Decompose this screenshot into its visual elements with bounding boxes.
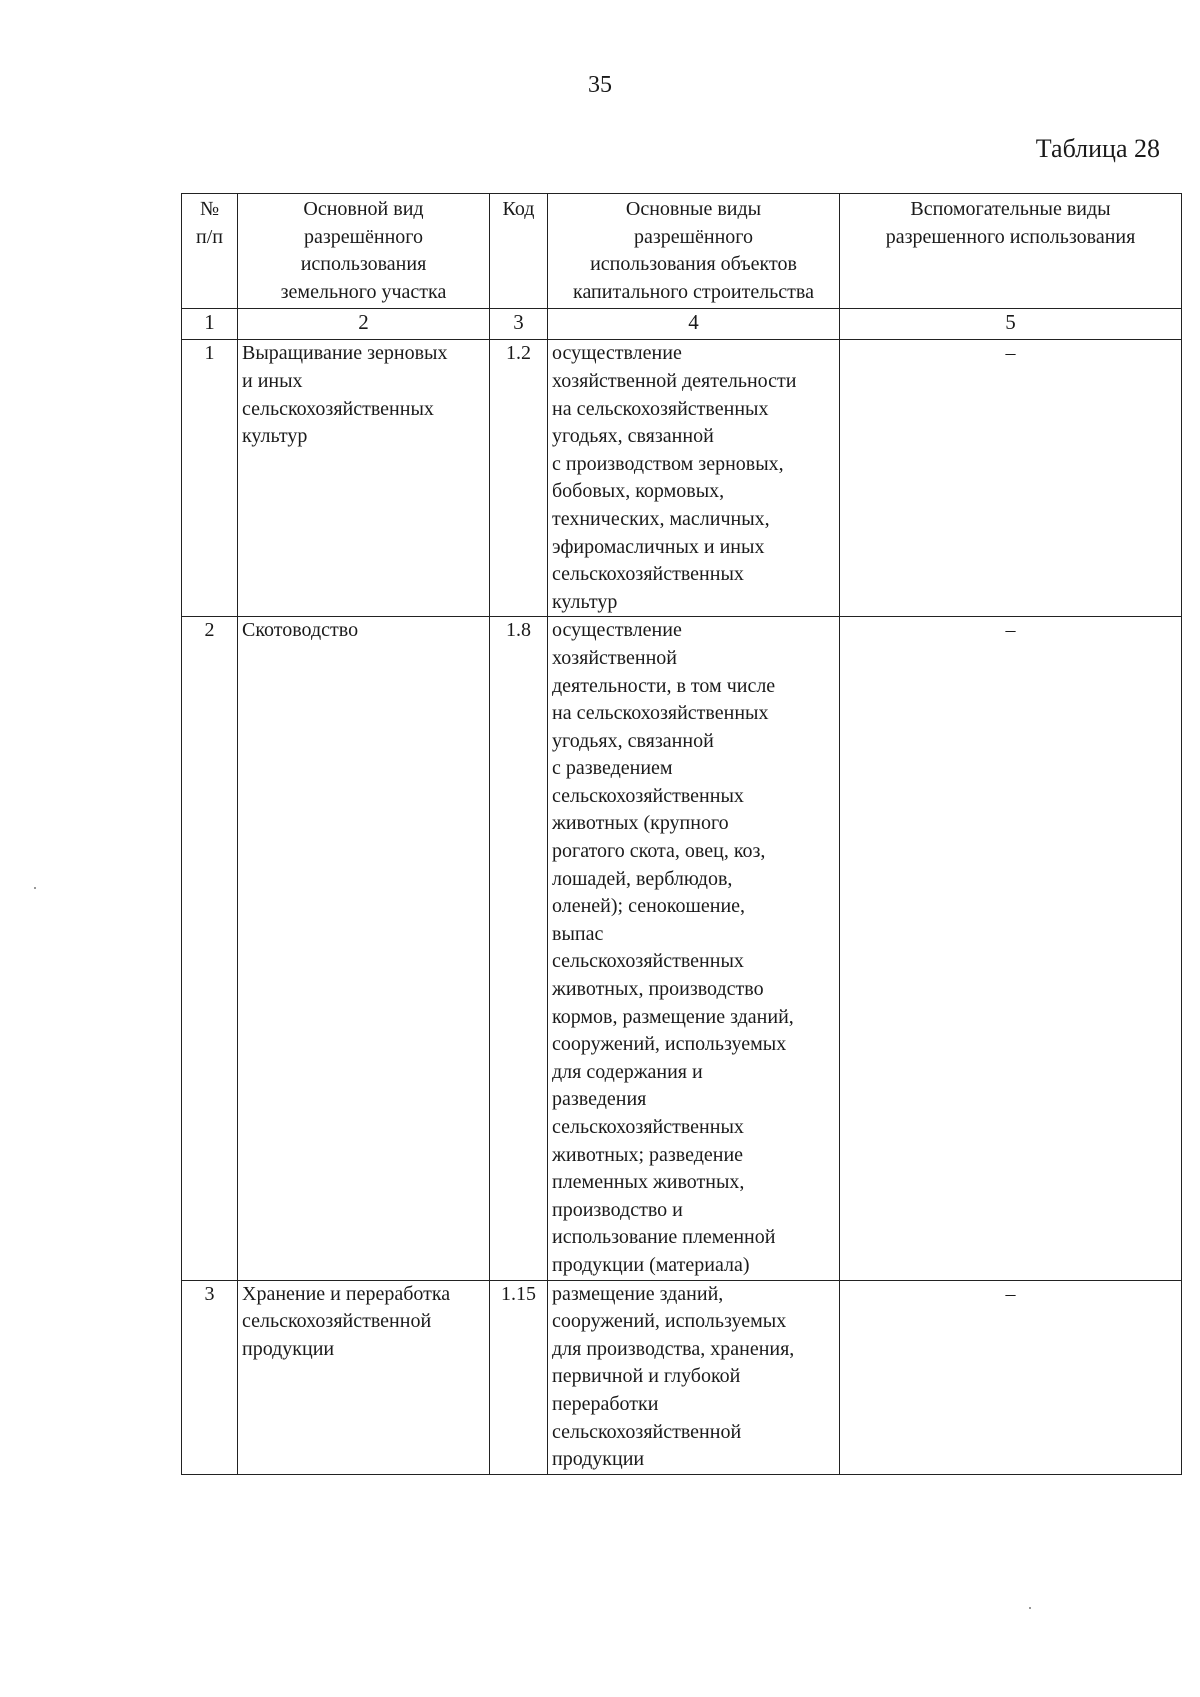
scan-speck [34, 887, 36, 889]
text-line: использование племенной [552, 1226, 776, 1249]
text-line: культур [552, 590, 618, 613]
text-line: лошадей, верблюдов, [552, 867, 733, 890]
text-line: сельскохозяйственной [552, 1420, 742, 1443]
column-number: 1 [182, 309, 238, 340]
text-line: Основные виды [625, 198, 762, 220]
text-line: разрешённого [303, 225, 424, 248]
text-line: разведения [552, 1088, 647, 1111]
text-line: Основной вид [303, 198, 424, 220]
text-line: Код [502, 198, 535, 220]
table-caption: Таблица 28 [1035, 134, 1160, 163]
row-number: 3 [182, 1280, 238, 1474]
text-line: угодьях, связанной [552, 425, 714, 448]
text-line: Вспомогательные виды [910, 198, 1111, 220]
text-line: сельскохозяйственных [242, 397, 434, 420]
main-land-use [238, 1280, 490, 1474]
text-line: сельскохозяйственных [552, 950, 744, 973]
text-line: животных, производство [552, 978, 764, 1001]
header-code [490, 194, 548, 309]
text-line: Скотоводство [242, 619, 359, 642]
text-line: земельного участка [280, 280, 447, 303]
capital-construction-uses [548, 340, 840, 617]
text-line: эфиромасличных и иных [552, 535, 765, 558]
text-line: сельскохозяйственной [242, 1310, 432, 1333]
capital-construction-uses [548, 617, 840, 1280]
text-line: сооружений, используемых [552, 1033, 787, 1056]
column-number: 4 [548, 309, 840, 340]
use-code: 1.8 [490, 617, 548, 1280]
text-line: хозяйственной деятельности [552, 369, 797, 392]
column-number: 3 [490, 309, 548, 340]
table-header-row [182, 194, 1182, 309]
text-line: животных (крупного [552, 812, 729, 835]
table-row [182, 617, 1182, 1280]
text-line: Хранение и переработка [242, 1282, 451, 1305]
auxiliary-uses: – [840, 340, 1182, 617]
use-code: 1.2 [490, 340, 548, 617]
text-line: рогатого скота, овец, коз, [552, 840, 766, 863]
row-number: 1 [182, 340, 238, 617]
text-line: сельскохозяйственных [552, 784, 744, 807]
text-line: № [199, 198, 220, 220]
page-number: 35 [588, 72, 612, 98]
table-row [182, 340, 1182, 617]
text-line: на сельскохозяйственных [552, 397, 769, 420]
header-capital-construction-uses [548, 194, 840, 309]
text-line: бобовых, кормовых, [552, 480, 725, 503]
text-line: осуществление [552, 342, 682, 365]
column-number: 2 [238, 309, 490, 340]
text-line: использования [300, 253, 427, 276]
text-line: сельскохозяйственных [552, 563, 744, 586]
text-line: деятельности, в том числе [552, 674, 776, 697]
scan-speck [1029, 1607, 1031, 1609]
use-code: 1.15 [490, 1280, 548, 1474]
text-line: использования объектов [590, 253, 797, 276]
text-line: осуществление [552, 619, 682, 642]
text-line: оленей); сенокошение, [552, 895, 746, 918]
header-auxiliary-uses [840, 194, 1182, 309]
text-line: на сельскохозяйственных [552, 702, 769, 725]
table-row [182, 1280, 1182, 1474]
text-line: п/п [196, 225, 223, 248]
text-line: первичной и глубокой [552, 1365, 741, 1388]
land-use-table [181, 193, 1182, 1475]
capital-construction-uses [548, 1280, 840, 1474]
header-main-land-use [238, 194, 490, 309]
column-number-row [182, 309, 1182, 340]
text-line: капитального строительства [573, 280, 814, 303]
auxiliary-uses: – [840, 1280, 1182, 1474]
text-line: Выращивание зерновых [242, 342, 448, 365]
text-line: технических, масличных, [552, 507, 770, 530]
main-land-use [238, 617, 490, 1280]
text-line: сельскохозяйственных [552, 1116, 744, 1138]
text-line: разрешённого [633, 225, 754, 248]
text-line: племенных животных, [552, 1171, 745, 1194]
text-line: с разведением [552, 757, 673, 780]
text-line: кормов, размещение зданий, [552, 1005, 794, 1028]
text-line: хозяйственной [552, 646, 677, 669]
text-line: переработки [552, 1392, 659, 1415]
text-line: продукции [552, 1448, 645, 1471]
text-line: размещение зданий, [552, 1282, 724, 1305]
text-line: продукции (материала) [552, 1253, 750, 1276]
text-line: животных; разведение [552, 1143, 744, 1166]
text-line: угодьях, связанной [552, 729, 714, 752]
text-line: для содержания и [552, 1060, 703, 1083]
text-line: и иных [242, 369, 303, 392]
text-line: культур [242, 425, 308, 448]
text-line: с производством зерновых, [552, 452, 784, 475]
column-number: 5 [840, 309, 1182, 340]
main-land-use [238, 340, 490, 617]
row-number: 2 [182, 617, 238, 1280]
text-line: для производства, хранения, [552, 1337, 795, 1360]
text-line: разрешенного использования [885, 225, 1136, 248]
header-number [182, 194, 238, 309]
auxiliary-uses: – [840, 617, 1182, 1280]
text-line: сооружений, используемых [552, 1310, 787, 1333]
text-line: выпас [552, 922, 604, 945]
text-line: производство и [552, 1198, 683, 1221]
text-line: продукции [242, 1337, 335, 1360]
